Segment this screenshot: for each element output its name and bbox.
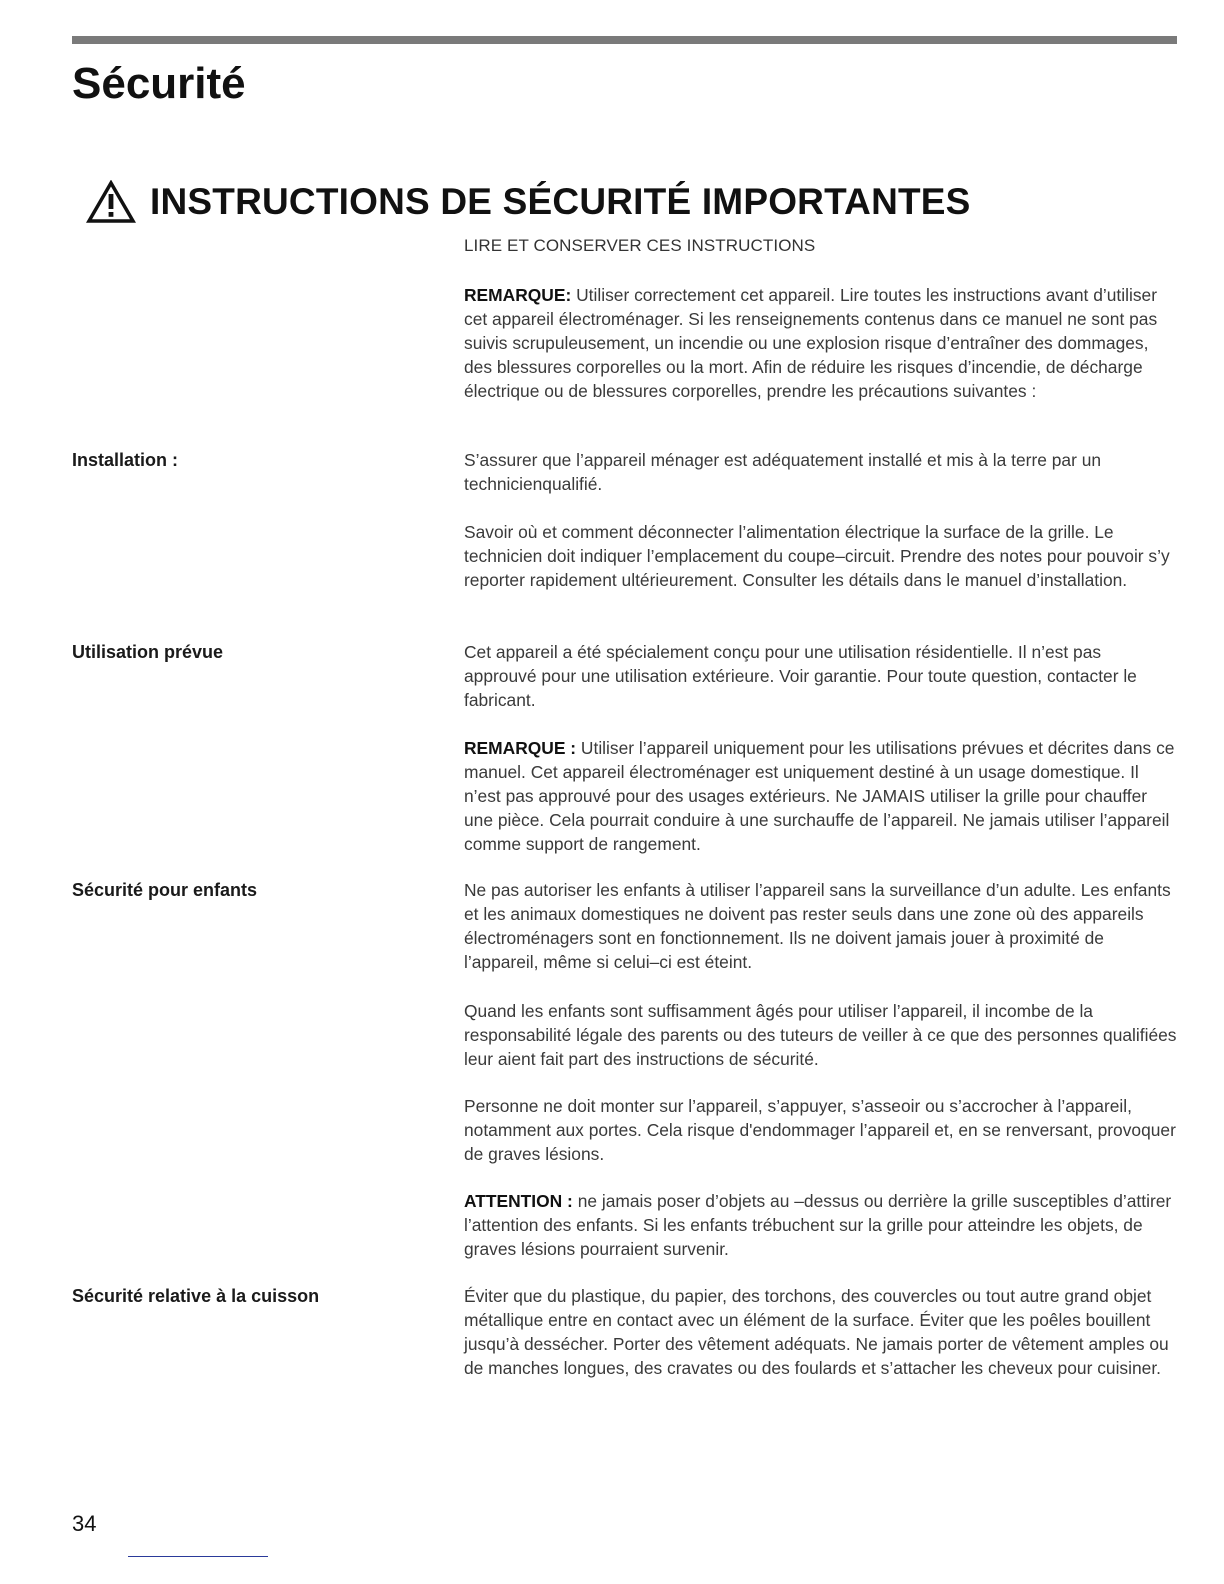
section-heading: Sécurité pour enfants: [72, 880, 258, 900]
attention-label: ATTENTION :: [464, 1191, 573, 1211]
subtitle: LIRE ET CONSERVER CES INSTRUCTIONS: [464, 236, 816, 255]
remark-label: REMARQUE :: [464, 738, 577, 758]
safety-banner: [86, 176, 971, 228]
paragraph: Quand les enfants sont suffisamment âgés pour utiliser l’appareil, il incombe de la responsabilité légale des parents ou des tuteurs de veiller à ce que des personnes qualifiées leur aient fait part des instructions de sécurité.: [464, 1001, 1177, 1069]
intro-paragraph: [464, 283, 1177, 403]
banner-text: INSTRUCTIONS DE SÉCURITÉ IMPORTANTES: [150, 181, 971, 222]
section-heading: Utilisation prévue: [72, 642, 224, 662]
remark-label: REMARQUE:: [464, 285, 572, 305]
paragraph: Cet appareil a été spécialement conçu pour une utilisation résidentielle. Il n’est pas approuvé pour une utilisation extérieure. Voir garantie. Pour toute question, contacter le fabricant.: [464, 642, 1137, 710]
attention-paragraph: [464, 1189, 1177, 1261]
paragraph: Personne ne doit monter sur l’appareil, s’appuyer, s’asseoir ou s’accrocher à l’appareil, notamment aux portes. Cela risque d'endommager l’appareil et, en se renversant, provoquer de graves lésions.: [464, 1096, 1176, 1164]
section-heading: Installation :: [72, 450, 179, 470]
section-heading: Sécurité relative à la cuisson: [72, 1286, 320, 1306]
top-divider: [72, 36, 1177, 44]
remark-text: Utiliser l’appareil uniquement pour les utilisations prévues et décrites dans ce manuel. Cet appareil électroménager est uniquement destiné à un usage domestique. Il n’est pas approuvé pour des usages extérieurs. Ne JAMAIS utiliser la grille pour chauffer une pièce. Cela pourrait conduire à une surchauffe de l’appareil. Ne jamais utiliser l’appareil comme support de rangement.: [464, 738, 1175, 854]
paragraph: Éviter que du plastique, du papier, des torchons, des couvercles ou tout autre grand objet métallique entre en contact avec un élément de la surface. Éviter que les poêles bouillent jusqu’à dessécher. Porter des vêtement adéquats. Ne jamais porter de vêtement amples ou de manches longues, des cravates ou des foulards et s’attacher les cheveux pour cuisiner.: [464, 1286, 1169, 1378]
paragraph: Ne pas autoriser les enfants à utiliser l’appareil sans la surveillance d’un adulte. Les enfants et les animaux domestiques ne doivent pas rester seuls dans une zone où des appareils électroménagers sont en fonctionnement. Ils ne doivent jamais jouer à proximité de l’appareil, même si celui–ci est éteint.: [464, 880, 1171, 972]
paragraph: Savoir où et comment déconnecter l’alimentation électrique la surface de la grille. Le technicien doit indiquer l’emplacement du coupe–circuit. Prendre des notes pour pouvoir s’y reporter rapidement ultérieurement. Consulter les détails dans le manuel d’installation.: [464, 522, 1170, 590]
page-number: 34: [72, 1511, 97, 1536]
footer-rule: [128, 1556, 268, 1557]
warning-triangle-icon: [86, 180, 136, 224]
intro-text: Utiliser correctement cet appareil. Lire toutes les instructions avant d’utiliser cet appareil électroménager. Si les renseignements contenus dans ce manuel ne sont pas suivis scrupuleusement, un incendie ou une explosion risque d’entraîner des dommages, des blessures corporelles ou la mort. Afin de réduire les risques d’incendie, de décharge électrique ou de blessures corporelles, prendre les précautions suivantes :: [464, 285, 1158, 401]
attention-text: ne jamais poser d’objets au –dessus ou derrière la grille susceptibles d’attirer l’attention des enfants. Si les enfants trébuchent sur la grille pour atteindre les objets, de graves lésions pourraient survenir.: [464, 1191, 1172, 1259]
remark-paragraph: [464, 736, 1177, 856]
paragraph: S’assurer que l’appareil ménager est adéquatement installé et mis à la terre par un technicienqualifié.: [464, 450, 1102, 494]
page-title: Sécurité: [72, 59, 246, 108]
